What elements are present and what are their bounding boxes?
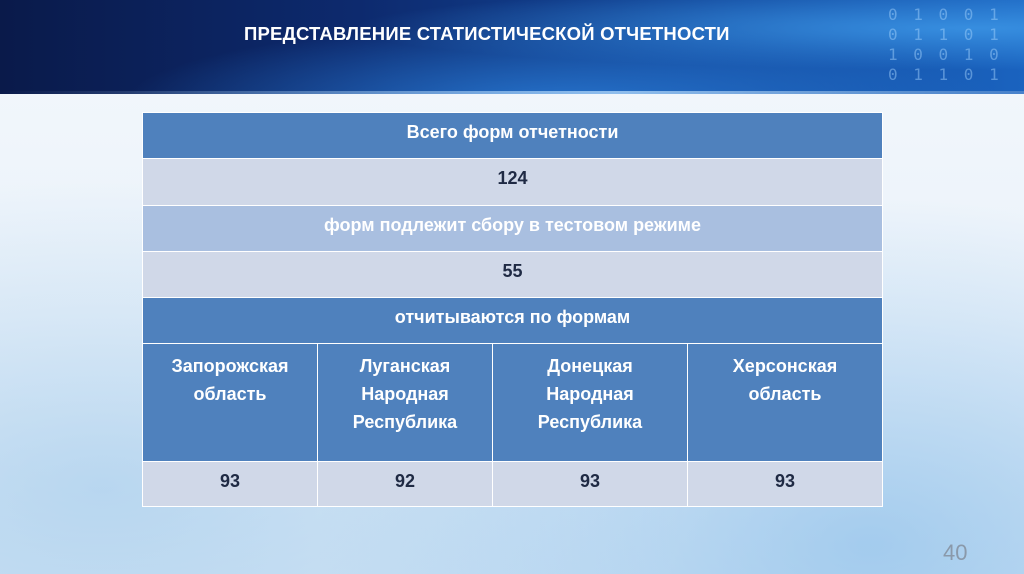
total-value: 124 [143,159,883,206]
region-value: 92 [318,462,493,507]
region-cell [143,344,318,462]
svg-text:1 0 0 1 0: 1 0 0 1 0 [888,45,1002,64]
region-name: Херсонская область [732,356,838,404]
region-value: 93 [493,462,688,507]
page-number: 40 [943,540,968,565]
binary-decoration [874,0,1024,94]
region-cell [493,344,688,462]
regions-row [143,344,883,462]
region-name: Запорожская область [171,356,289,404]
region-values-row [143,462,883,507]
svg-text:0 1 1 0 1: 0 1 1 0 1 [888,25,1002,44]
total-label-row [143,113,883,159]
region-cell [318,344,493,462]
total-value-row [143,159,883,206]
svg-text:0 1 1 0 1: 0 1 1 0 1 [888,65,1002,84]
region-name: Донецкая Народная Республика [537,356,643,432]
region-value: 93 [143,462,318,507]
region-name: Луганская Народная Республика [352,356,458,432]
test-label-row [143,206,883,252]
test-label: форм подлежит сбору в тестовом режиме [143,206,883,252]
svg-text:0 1 0 0 1: 0 1 0 0 1 [888,5,1002,24]
test-value: 55 [143,252,883,298]
binary-pattern-graphic [884,2,1024,94]
report-label-row [143,298,883,344]
header-banner [0,0,1024,94]
page-title: ПРЕДСТАВЛЕНИЕ СТАТИСТИЧЕСКОЙ ОТЧЕТНОСТИ [244,23,730,44]
header-stripe [0,91,1024,94]
region-cell [688,344,883,462]
total-label: Всего форм отчетности [143,113,883,159]
region-value: 93 [688,462,883,507]
report-label: отчитываются по формам [143,298,883,344]
test-value-row [143,252,883,298]
statistics-table [142,112,883,507]
